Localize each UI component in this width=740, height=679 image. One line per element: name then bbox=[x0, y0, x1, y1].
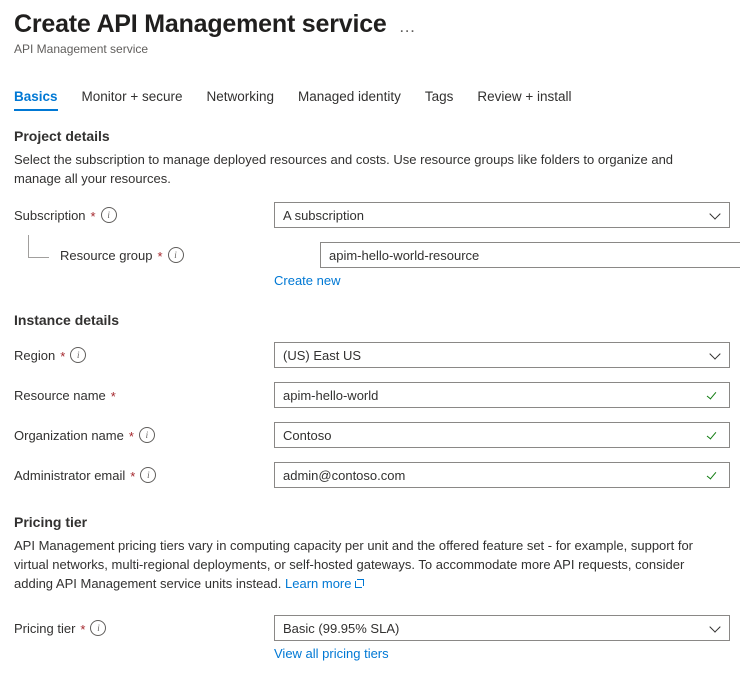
subscription-label-cell bbox=[14, 207, 274, 223]
resource-group-required-mark: * bbox=[157, 248, 163, 264]
chevron-down-icon bbox=[711, 348, 721, 358]
region-required-mark: * bbox=[60, 348, 66, 364]
resource-group-label: Resource group bbox=[60, 247, 153, 263]
organization-name-required-mark: * bbox=[128, 428, 134, 444]
tab-review-install[interactable]: Review + install bbox=[477, 89, 572, 104]
pricing-tier-dropdown[interactable] bbox=[274, 615, 730, 641]
page-title: Create API Management service bbox=[14, 10, 387, 38]
tab-networking[interactable]: Networking bbox=[206, 89, 274, 104]
resource-name-label-cell bbox=[14, 388, 274, 403]
subscription-required-mark: * bbox=[90, 208, 96, 224]
resource-name-required-mark: * bbox=[110, 388, 116, 404]
create-new-resource-group-link[interactable]: Create new bbox=[274, 273, 341, 288]
chevron-down-icon bbox=[711, 208, 721, 218]
subscription-label: Subscription bbox=[14, 207, 86, 223]
pricing-tier-row bbox=[14, 615, 726, 641]
project-details-heading: Project details bbox=[14, 128, 110, 144]
region-value: (US) East US bbox=[283, 347, 362, 363]
organization-name-label-cell bbox=[14, 427, 274, 443]
resource-name-input[interactable] bbox=[274, 382, 730, 408]
administrator-email-row bbox=[14, 462, 726, 488]
info-icon[interactable]: i bbox=[70, 347, 86, 363]
region-row bbox=[14, 342, 726, 368]
resource-group-dropdown[interactable] bbox=[320, 242, 740, 268]
organization-name-row bbox=[14, 422, 726, 448]
pricing-tier-label: Pricing tier bbox=[14, 620, 76, 636]
tab-managed-identity[interactable]: Managed identity bbox=[298, 89, 401, 104]
tab-monitor-secure[interactable]: Monitor + secure bbox=[81, 89, 183, 104]
more-options-icon[interactable]: … bbox=[398, 17, 417, 36]
page-subtitle: API Management service bbox=[14, 42, 149, 56]
administrator-email-input[interactable] bbox=[274, 462, 730, 488]
blade-header bbox=[14, 0, 726, 56]
resource-name-field-cell bbox=[274, 382, 730, 408]
pricing-tier-label-cell bbox=[14, 620, 274, 636]
valid-check-icon bbox=[709, 389, 721, 401]
pricing-tier-heading: Pricing tier bbox=[14, 514, 88, 530]
tab-bar bbox=[14, 83, 726, 111]
create-new-row bbox=[14, 273, 726, 288]
administrator-email-label: Administrator email bbox=[14, 467, 126, 483]
pricing-tier-required-mark: * bbox=[80, 621, 86, 637]
info-icon[interactable]: i bbox=[139, 427, 155, 443]
resource-name-row bbox=[14, 382, 726, 408]
administrator-email-field-cell bbox=[274, 462, 730, 488]
resource-group-value: apim-hello-world-resource bbox=[329, 247, 480, 263]
chevron-down-icon bbox=[711, 621, 721, 631]
info-icon[interactable]: i bbox=[90, 620, 106, 636]
pricing-tier-field-cell bbox=[274, 615, 730, 641]
view-all-pricing-row bbox=[14, 646, 726, 661]
organization-name-input[interactable] bbox=[274, 422, 730, 448]
region-dropdown[interactable] bbox=[274, 342, 730, 368]
valid-check-icon bbox=[709, 429, 721, 441]
resource-name-value: apim-hello-world bbox=[283, 387, 379, 403]
valid-check-icon bbox=[709, 469, 721, 481]
organization-name-label: Organization name bbox=[14, 427, 124, 443]
region-label: Region bbox=[14, 347, 56, 363]
administrator-email-required-mark: * bbox=[130, 468, 136, 484]
external-link-icon bbox=[355, 579, 364, 588]
info-icon[interactable]: i bbox=[140, 467, 156, 483]
region-label-cell bbox=[14, 347, 274, 363]
resource-group-label-cell bbox=[14, 247, 320, 263]
instance-details-heading: Instance details bbox=[14, 312, 120, 328]
pricing-tier-description-text: API Management pricing tiers vary in computing capacity per unit and the offered feature set - for example, support for virtual networks, multi-regional deployments, or self-hosted gateways. To accommodate more API requests, consider adding API Management service units instead. bbox=[14, 538, 694, 591]
subscription-row bbox=[14, 202, 726, 228]
administrator-email-label-cell bbox=[14, 467, 274, 483]
administrator-email-value: admin@contoso.com bbox=[283, 467, 406, 483]
organization-name-field-cell bbox=[274, 422, 730, 448]
pricing-tier-value: Basic (99.95% SLA) bbox=[283, 620, 400, 636]
resource-group-field-cell bbox=[320, 242, 740, 268]
info-icon[interactable]: i bbox=[168, 247, 184, 263]
subscription-dropdown[interactable] bbox=[274, 202, 730, 228]
info-icon[interactable]: i bbox=[101, 207, 117, 223]
tree-connector-icon bbox=[28, 235, 49, 258]
pricing-tier-description bbox=[14, 536, 726, 593]
subscription-field-cell bbox=[274, 202, 730, 228]
project-details-description: Select the subscription to manage deployed resources and costs. Use resource groups like folders to organize and manage all your resources. bbox=[14, 152, 674, 186]
subscription-value: A subscription bbox=[283, 207, 364, 223]
resource-group-row bbox=[14, 242, 726, 268]
region-field-cell bbox=[274, 342, 730, 368]
title-row bbox=[14, 8, 726, 40]
organization-name-value: Contoso bbox=[283, 427, 332, 443]
view-all-pricing-tiers-link[interactable]: View all pricing tiers bbox=[274, 646, 389, 661]
learn-more-link[interactable]: Learn more bbox=[285, 576, 352, 591]
resource-name-label: Resource name bbox=[14, 387, 106, 403]
tab-basics[interactable]: Basics bbox=[14, 89, 58, 111]
tab-tags[interactable]: Tags bbox=[424, 89, 454, 104]
